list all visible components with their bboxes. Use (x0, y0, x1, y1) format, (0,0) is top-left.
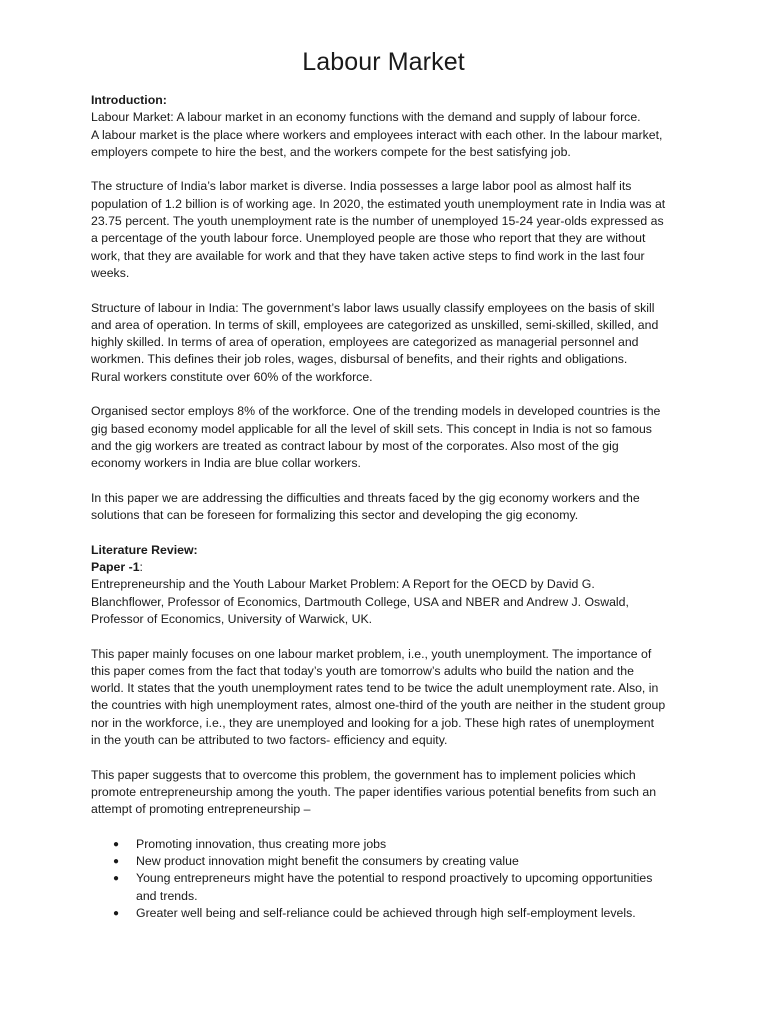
list-item-text: Young entrepreneurs might have the potential to respond proactively to upcoming opportunities and trends. (136, 871, 653, 903)
list-item (91, 870, 708, 905)
list-item-text: Greater well being and self-reliance could be achieved through high self-employment levels. (136, 905, 636, 920)
bullet-icon: ● (113, 856, 120, 868)
paper-1-label-text: Paper -1 (91, 560, 140, 575)
benefits-list (91, 836, 708, 922)
paper-1-label (91, 559, 708, 576)
intro-paragraph-5: In this paper we are addressing the difficulties and threats faced by the gig economy workers and the solutions that can be foreseen for formalizing this sector and developing the gig economy. (91, 490, 640, 523)
review-paragraph-2: This paper suggests that to overcome this problem, the government has to implement policies which promote entrepreneurship among the youth. The paper identifies various potential benefits from such an attempt of promoting entrepreneurship – (91, 767, 657, 817)
list-item (91, 905, 708, 922)
list-item (91, 853, 708, 870)
list-item-text: Promoting innovation, thus creating more jobs (136, 836, 387, 851)
intro-paragraph-4: Organised sector employs 8% of the workforce. One of the trending models in developed countries is the gig based economy model applicable for all the level of skill sets. This concept in India is not so famous and the gig workers are treated as contract labour by most of the corporates. Also most of the gig economy workers in India are blue collar workers. (91, 404, 661, 471)
intro-paragraph-2: The structure of India’s labor market is diverse. India possesses a large labor pool as almost half its population of 1.2 billion is of working age. In 2020, the estimated youth unemployment rate in India was at 23.75 percent. The youth unemployment rate is the number of unemployed 15-24 year-olds expressed as a percentage of the youth labour force. Unemployed people are those who report that they are without work, that they are available for work and that they have taken active steps to find work in the last four weeks. (91, 179, 666, 280)
bullet-icon: ● (113, 838, 120, 850)
introduction-heading: Introduction: (91, 93, 167, 107)
paper-1-citation: Entrepreneurship and the Youth Labour Market Problem: A Report for the OECD by David G. Blanchflower, Professor of Economics, Dartmouth College, USA and NBER and Andrew J. Oswald, Professor of Economics, University of Warwick, UK. (91, 577, 629, 626)
review-paragraph-1: This paper mainly focuses on one labour market problem, i.e., youth unemployment. The importance of this paper comes from the fact that today’s youth are tomorrow’s adults who build the nation and the world. It states that the youth unemployment rates tend to be twice the adult unemployment rate. Also, in the countries with high unemployment rates, almost one-third of the youth are neither in the student group nor in the workforce, i.e., they are unemployed and looking for a job. These high rates of unemployment in the youth can be attributed to two factors- efficiency and equity. (91, 646, 666, 747)
bullet-icon: ● (113, 907, 120, 919)
document-title: Labour Market (302, 48, 465, 76)
paper-1-label-colon: : (139, 560, 143, 575)
list-item-text: New product innovation might benefit the consumers by creating value (136, 854, 519, 869)
bullet-icon: ● (113, 873, 120, 885)
literature-review-heading: Literature Review: (91, 542, 198, 557)
list-item (91, 836, 708, 853)
intro-paragraph-1: Labour Market: A labour market in an economy functions with the demand and supply of labour force. A labour market is the place where workers and employees interact with each other. In the labour market, employers compete to hire the best, and the workers compete for the best satisfying job. (91, 110, 663, 159)
intro-paragraph-3: Structure of labour in India: The government’s labor laws usually classify employees on the basis of skill and area of operation. In terms of skill, employees are categorized as unskilled, semi-skilled, skilled, and highly skilled. In terms of area of operation, employees are categorized as managerial personnel and workmen. This defines their job roles, wages, disbursal of benefits, and their rights and obligations. Rural workers constitute over 60% of the workforce. (91, 300, 659, 384)
